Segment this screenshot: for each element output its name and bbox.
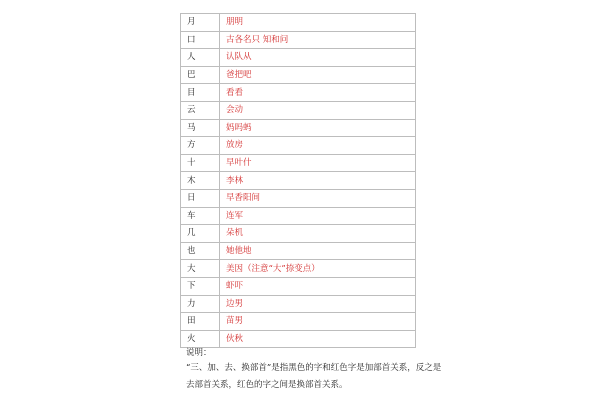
table-row — [181, 313, 416, 331]
radical-cell: 木 — [181, 172, 220, 190]
characters-cell: 看看 — [220, 84, 416, 102]
table-row — [181, 101, 416, 119]
radical-cell: 几 — [181, 225, 220, 243]
radical-cell: 人 — [181, 49, 220, 67]
radical-cell: 下 — [181, 277, 220, 295]
characters-cell: 虾吓 — [220, 277, 416, 295]
table-row — [181, 295, 416, 313]
characters-cell: 认队从 — [220, 49, 416, 67]
table-row — [181, 137, 416, 155]
radical-cell: 火 — [181, 330, 220, 348]
characters-cell: 李林 — [220, 172, 416, 190]
radical-cell: 日 — [181, 189, 220, 207]
table-row — [181, 277, 416, 295]
radical-table — [180, 13, 416, 348]
characters-cell: 她他地 — [220, 242, 416, 260]
table-row — [181, 84, 416, 102]
table-row — [181, 14, 416, 32]
characters-cell: 伙秋 — [220, 330, 416, 348]
table-row — [181, 207, 416, 225]
table-row — [181, 154, 416, 172]
radical-cell: 口 — [181, 31, 220, 49]
radical-cell: 十 — [181, 154, 220, 172]
table-row — [181, 242, 416, 260]
table-row — [181, 49, 416, 67]
radical-cell: 田 — [181, 313, 220, 331]
characters-cell: 爸把吧 — [220, 66, 416, 84]
radical-cell: 月 — [181, 14, 220, 32]
table-row — [181, 172, 416, 190]
radical-cell: 巴 — [181, 66, 220, 84]
table-row — [181, 330, 416, 348]
table-row — [181, 260, 416, 278]
radical-cell: 力 — [181, 295, 220, 313]
characters-cell: 放房 — [220, 137, 416, 155]
note-label: 说明： — [186, 348, 212, 358]
characters-cell: 会动 — [220, 101, 416, 119]
characters-cell: 朵机 — [220, 225, 416, 243]
characters-cell: 古各名只 知和问 — [220, 31, 416, 49]
characters-cell: 朋明 — [220, 14, 416, 32]
characters-cell: 早香阳间 — [220, 189, 416, 207]
characters-cell: 边男 — [220, 295, 416, 313]
radical-table-body — [181, 14, 416, 348]
radical-cell: 方 — [181, 137, 220, 155]
table-row — [181, 189, 416, 207]
table-row — [181, 31, 416, 49]
characters-cell: 美因（注意“大”捺变点） — [220, 260, 416, 278]
radical-cell: 也 — [181, 242, 220, 260]
radical-cell: 大 — [181, 260, 220, 278]
characters-cell: 苗男 — [220, 313, 416, 331]
radical-cell: 目 — [181, 84, 220, 102]
table-row — [181, 119, 416, 137]
table-row — [181, 66, 416, 84]
radical-cell: 车 — [181, 207, 220, 225]
note-text: “三、加、去、换部首”是指黑色的字和红色字是加部首关系，反之是去部首关系，红色的字之间是换部首关系。 — [186, 363, 442, 390]
table-row — [181, 225, 416, 243]
characters-cell: 妈吗蚂 — [220, 119, 416, 137]
radical-cell: 马 — [181, 119, 220, 137]
radical-cell: 云 — [181, 101, 220, 119]
characters-cell: 连军 — [220, 207, 416, 225]
characters-cell: 早叶什 — [220, 154, 416, 172]
